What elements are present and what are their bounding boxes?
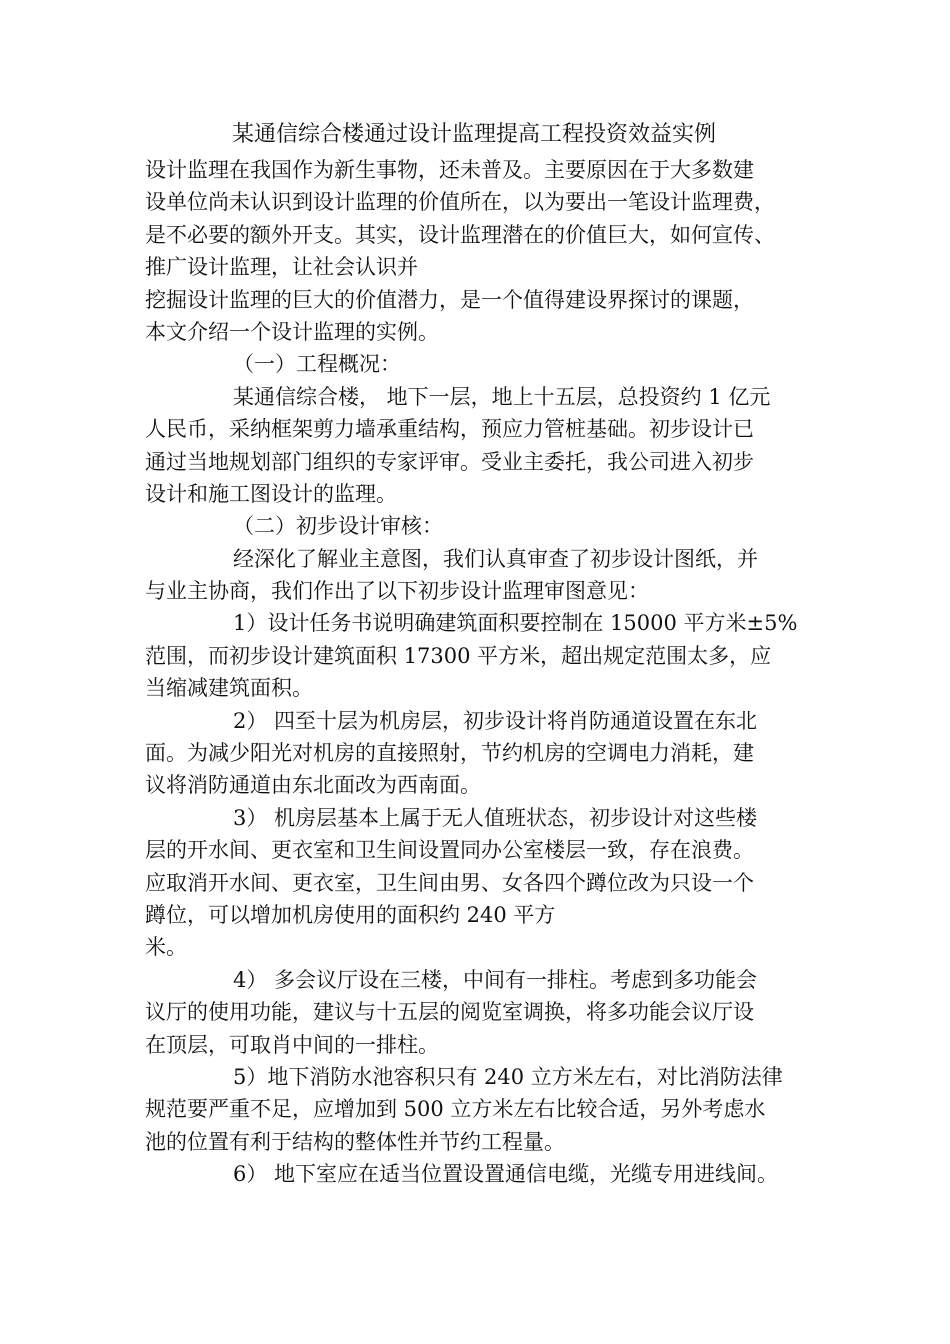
text-line: 在顶层，可取肖中间的一排柱。 [145, 1032, 439, 1057]
text-line: 范围，而初步设计建筑面积 17300 平方米，超出规定范围太多，应 [145, 643, 772, 668]
text-line: 池的位置有利于结构的整体性并节约工程量。 [145, 1129, 565, 1154]
text-line: 2） 四至十层为机房层，初步设计将肖防通道设置在东北 [233, 708, 758, 733]
text-line: 设计监理在我国作为新生事物，还未普及。主要原因在于大多数建 [145, 158, 754, 182]
text-line: 挖掘设计监理的巨大的价值潜力，是一个值得建设界探讨的课题， [145, 287, 754, 312]
text-line: 经深化了解业主意图，我们认真审查了初步设计图纸，并 [233, 546, 758, 571]
text-line: 设计和施工图设计的监理。 [145, 481, 397, 506]
document-title: 某通信综合楼通过设计监理提高工程投资效益实例 [232, 122, 717, 147]
text-line: 某通信综合楼， 地下一层，地上十五层，总投资约 1 亿元 [233, 384, 771, 409]
text-line: 层的开水间、更衣室和卫生间设置同办公室楼层一致，存在浪费。 [145, 838, 754, 863]
text-line: 议厅的使用功能，建议与十五层的阅览室调换，将多功能会议厅设 [145, 1000, 754, 1025]
text-line: 推广设计监理，让社会认识并 [145, 255, 418, 280]
document-body [145, 154, 813, 1191]
text-line: 蹲位，可以增加机房使用的面积约 240 平方 [145, 902, 556, 927]
text-line: 规范要严重不足，应增加到 500 立方米左右比较合适，另外考虑水 [145, 1097, 766, 1122]
text-line: 当缩减建筑面积。 [145, 676, 313, 701]
text-line: 设单位尚未认识到设计监理的价值所在，以为要出一笔设计监理费， [145, 190, 775, 215]
text-line: 议将消防通道由东北面改为西南面。 [145, 773, 481, 798]
text-line: 6） 地下室应在适当位置设置通信电缆，光缆专用进线间。 [233, 1162, 779, 1187]
text-line: 米。 [145, 935, 187, 960]
text-line: 人民币，采纳框架剪力墙承重结构，预应力管桩基础。初步设计已 [145, 417, 754, 442]
text-line: 5）地下消防水池容积只有 240 立方米左右，对比消防法律 [233, 1064, 783, 1089]
text-line: 通过当地规划部门组织的专家评审。受业主委托，我公司进入初步 [145, 449, 754, 474]
text-line: （二）初步设计审核： [233, 514, 443, 539]
text-line: 面。为减少阳光对机房的直接照射，节约机房的空调电力消耗，建 [145, 741, 754, 766]
text-line: 3） 机房层基本上属于无人值班状态，初步设计对这些楼 [233, 805, 758, 830]
text-line: 是不必要的额外开支。其实，设计监理潜在的价值巨大，如何宣传、 [145, 222, 775, 247]
text-line: 本文介绍一个设计监理的实例。 [145, 319, 439, 344]
text-line: 与业主协商，我们作出了以下初步设计监理审图意见： [145, 579, 649, 604]
text-line: （一）工程概况： [233, 352, 401, 377]
text-line: 应取消开水间、更衣室，卫生间由男、女各四个蹲位改为只设一个 [145, 870, 754, 895]
text-line: 4） 多会议厅设在三楼，中间有一排柱。考虑到多功能会 [233, 967, 758, 992]
text-line: 1）设计任务书说明确建筑面积要控制在 15000 平方米±5% [233, 611, 798, 636]
